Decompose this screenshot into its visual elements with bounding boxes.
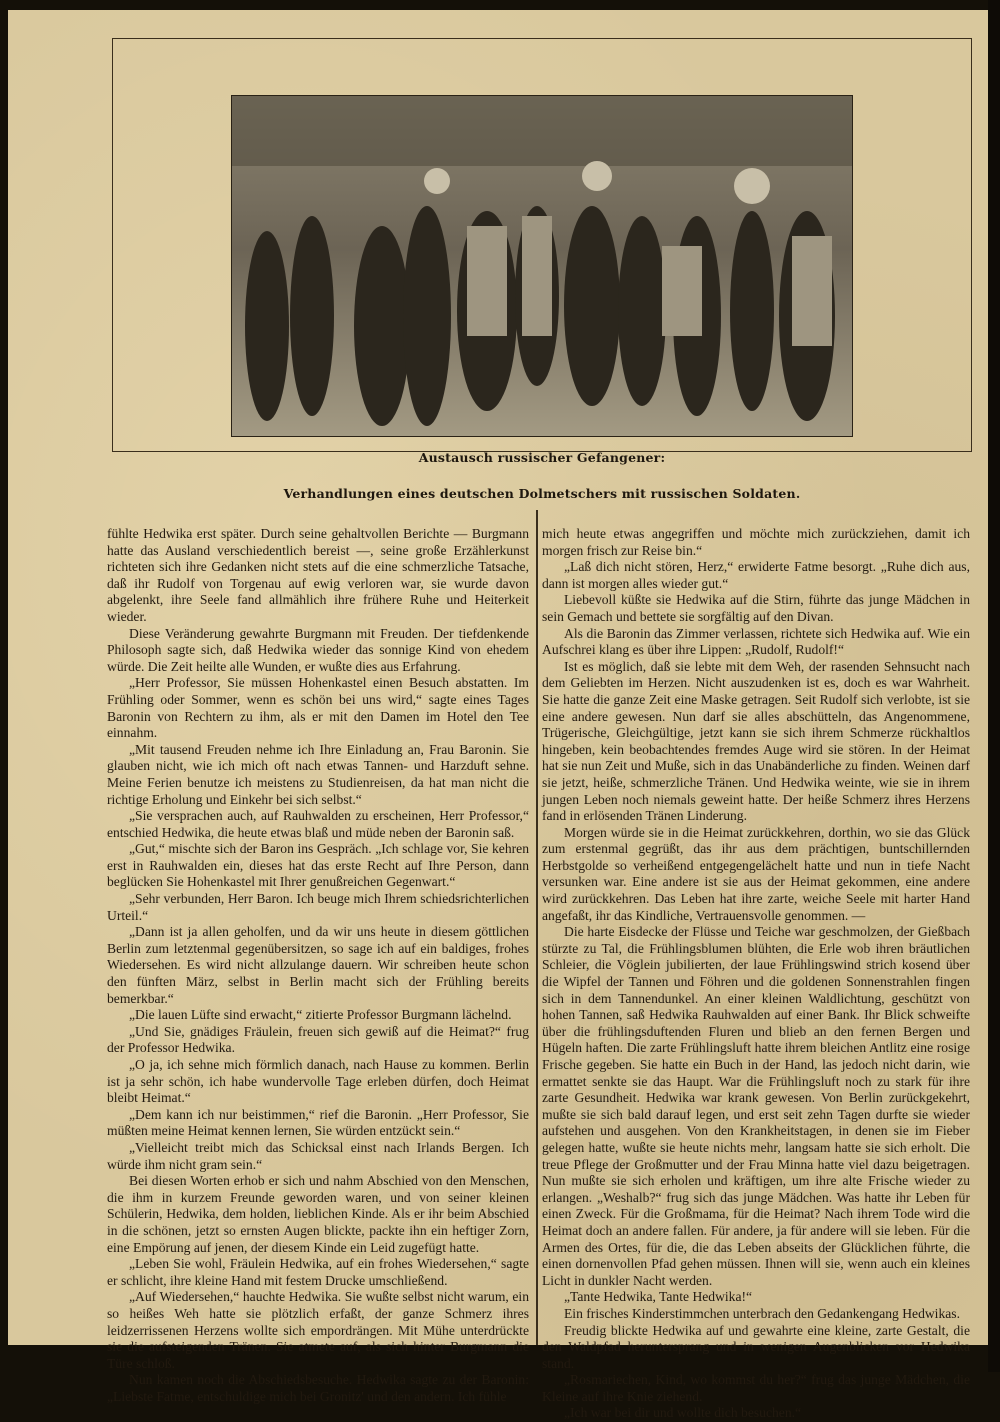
article-paragraph: „Mit tausend Freuden nehme ich Ihre Einladung an, Frau Baronin. Sie glauben nicht, wie ich mich oft nach etwas Tannen- und Harzduft sehne. Meine Ferien benutze ich meistens zu Studienreisen, da hat man nicht die richtige Erholung und Einkehr bei sich selbst.“ [107, 741, 529, 807]
article-paragraph: „Tante Hedwika, Tante Hedwika!“ [564, 1289, 753, 1305]
article-paragraph: Nun kamen noch die Abschiedsbesuche. Hedwika sagte zu der Baronin: „Liebste Fatme, entschuldige mich bei Gronitz' und den andern. Ich fühle [107, 1372, 529, 1404]
photo-image-icon [232, 96, 852, 436]
photo-caption-title: Austausch russischer Gefangener: [418, 450, 666, 465]
article-paragraph: Bei diesen Worten erhob er sich und nahm Abschied von den Menschen, die ihm in kurzem Freunde geworden waren, und von seiner kleinen Schülerin, Hedwika, dem holden, lieblichen Kinde. Als er ihr beim Abschied in die schönen, jetzt so ernsten Augen blickte, packte ihn ein heftiger Zorn, eine Empörung auf jenen, der diesem Kinde ein Leid zugefügt hatte. [107, 1173, 529, 1255]
scan-edge [988, 0, 1000, 1372]
article-paragraph: Die harte Eisdecke der Flüsse und Teiche war geschmolzen, der Gießbach stürzte zu Tal, die Frühlingsblumen blühten, die Erle wob ihren bräutlichen Schleier, die Vöglein jubilierten, der laue Frühlingswind strich kosend über die Wipfel der Tannen und Föhren und die goldenen Sonnenstrahlen fingen sich in dem Tannendunkel. An einer kleinen Waldlichtung, geschützt von hohen Tannen, saß Hedwika Rauhwalden auf einer Bank. Ihr Blick schweifte über die frühlingsduftenden Fluren und blieb an den fernen Bergen und Hügeln haften. Die zarte Frühlingsluft hatte ihrem bleichen Antlitz eine rosige Frische gegeben. Sie hatte ein Buch in der Hand, las jedoch nicht darin, wie ermattet senkte sie das Haupt. War die Frühlingsluft noch zu stark für ihre zarte Gesundheit. Hedwika war krank gewesen. Von Berlin zurückgekehrt, mußte sie sich bald darauf legen, und erst seit zehn Tagen durfte sie wieder aufstehen und ausgehen. Von den Krankheitstagen, in denen sie im Fieber gelegen hatte, wußte sie heute nichts mehr, langsam hatte sie sich erholt. Die treue Pflege der Großmutter und der Frau Minna hatte viel dazu beigetragen. Nun mußte sie sich erholen und kräftigen, um ihre alte Frische wieder zu erlangen. „Weshalb?“ frug sich das junge Mädchen. Was hatte ihr Leben für einen Zweck. Für die Großmama, für die Heimat? Nach ihrem Tode wird die Heimat doch an andere fallen. Für andere, ja für andere will sie leben. Für die Armen des Ortes, für die, die das Leben abseits der Glücklichen führte, die einen dornenvollen Pfad gehen müssen. Ihnen will sie, wenn auch ein kleines Licht in dunkler Nacht werden. [542, 924, 970, 1288]
article-paragraph: „Herr Professor, Sie müssen Hohenkastel einen Besuch abstatten. Im Frühling oder Sommer, wenn es schön bei uns wird,“ sagte eines Tages Baronin von Rechtern zu ihm, als er mit den Damen im Hotel den Tee einnahm. [107, 675, 529, 741]
article-paragraph: „Und Sie, gnädiges Fräulein, freuen sich gewiß auf die Heimat?“ frug der Professor Hedwika. [107, 1023, 529, 1056]
article-paragraph: „O ja, ich sehne mich förmlich danach, nach Hause zu kommen. Berlin ist ja sehr schön, ich habe wundervolle Tage erleben dürfen, doch Heimat bleibt Heimat.“ [107, 1057, 529, 1106]
article-paragraph: „Leben Sie wohl, Fräulein Hedwika, auf ein frohes Wiedersehen,“ sagte er schlicht, ihre kleine Hand mit festem Drucke umschließend. [107, 1256, 529, 1288]
article-paragraph: „Sie versprachen auch, auf Rauhwalden zu erscheinen, Herr Professor,“ entschied Hedwika, die heute etwas blaß und müde neben der Baronin saß. [107, 808, 529, 840]
article-column-right [542, 526, 970, 1421]
article-paragraph: fühlte Hedwika erst später. Durch seine gehaltvollen Berichte — Burgmann hatte das Ausland verschiedentlich bereist —, seine große Erzählerkunst richteten sich ihre Gedanken nicht stets auf die eine schmerzliche Tatsache, daß ihr Rudolf von Torgenau auf ewig verloren war, sie wurde davon abgelenkt, ihre Seele fand allmählich ihre frühere Ruhe und Heiterkeit wieder. [107, 526, 529, 624]
article-paragraph: „Sehr verbunden, Herr Baron. Ich beuge mich Ihrem schiedsrichterlichen Urteil.“ [107, 891, 529, 923]
article-paragraph: Ist es möglich, daß sie lebte mit dem Weh, der rasenden Sehnsucht nach dem Geliebten im Herzen. Nicht auszudenken ist es, doch es war Wahrheit. Sie hatte die ganze Zeit eine Maske getragen. Seit Rudolf sich verlobte, ist sie eine andere gewesen. Nun darf sie alles abschütteln, das Angenommene, Trügerische, Gleichgültige, jetzt kann sie sich ihrem Schmerze rückhaltlos hingeben, kein beobachtendes fremdes Auge wird sie stören. In der Heimat hat sie nun Zeit und Muße, sich in das Unabänderliche zu finden. Weinen darf sie jetzt, heiße, schmerzliche Tränen. Und Hedwika weinte, wie sie in ihrem jungen Leben noch niemals geweint hatte. Der heiße Schmerz ihres Herzens fand in erlösenden Tränen Linderung. [542, 658, 970, 824]
article-paragraph: Morgen würde sie in die Heimat zurückkehren, dorthin, wo sie das Glück zum erstenmal gegrüßt, das ihr aus dem prächtigen, buntschillernden Herbstgolde so verheißend entgegengelächelt hatte und nun in tiefe Nacht versunken war. Eine andere ist sie aus der Heimat gekommen, eine andere wird zurückkehren. Das Leben hat ihre zarte, weiche Seele mit harter Hand angefaßt, ihr das Kindliche, Vertrauensvolle genommen. — [542, 824, 970, 923]
photo-frame [112, 38, 972, 452]
article-paragraph: „Dem kann ich nur beistimmen,“ rief die Baronin. „Herr Professor, Sie müßten meine Heimat kennen lernen, Sie würden entzückt sein.“ [107, 1106, 529, 1139]
photograph-soldiers [231, 95, 853, 437]
article-paragraph: „Gut,“ mischte sich der Baron ins Gespräch. „Ich schlage vor, Sie kehren erst in Rauhwalden ein, dieses hat das erste Recht auf Ihre Person, dann beglücken Sie Hohenkastel mit Ihrer genußreichen Gegenwart.“ [107, 841, 529, 890]
article-paragraph: „Dann ist ja allen geholfen, und da wir uns heute in diesem göttlichen Berlin zum letztenmal gegenübersitzen, so sage ich auf ein baldiges, frohes Wiedersehen. Es wird nicht allzulange dauern. Wir schreiben heute schon den fünften März, selbst in Berlin macht sich der Frühling bereits bemerkbar.“ [107, 924, 529, 1006]
article-paragraph: Freudig blickte Hedwika auf und gewahrte eine kleine, zarte Gestalt, die den Waldpfad heruntersprang und in wenigen Augenblicken vor Hedwika stand. [542, 1322, 970, 1371]
article-paragraph: mich heute etwas angegriffen und möchte mich zurückziehen, damit ich morgen frisch zur Reise bin.“ [542, 526, 970, 558]
article-paragraph: „Ich war bei dir und wollte dich besuchen.“ [564, 1405, 802, 1421]
article-paragraph: Als die Baronin das Zimmer verlassen, richtete sich Hedwika auf. Wie ein Aufschrei klang es über ihre Lippen: „Rudolf, Rudolf!“ [542, 625, 970, 658]
article-column-left [107, 526, 529, 1404]
article-paragraph: „Vielleicht treibt mich das Schicksal einst nach Irlands Bergen. Ich würde ihm nicht gram sein.“ [107, 1139, 529, 1172]
article-paragraph: „Die lauen Lüfte sind erwacht,“ zitierte Professor Burgmann lächelnd. [129, 1007, 512, 1023]
photo-caption-subtitle: Verhandlungen eines deutschen Dolmetschers mit russischen Soldaten. [283, 486, 801, 501]
column-divider [536, 510, 538, 1345]
article-paragraph: „Rosmariechen, Kind, wo kommst du her?“ frug das junge Mädchen, die Kleine auf ihre Knie ziehend. [542, 1372, 970, 1404]
article-paragraph: Ein frisches Kinderstimmchen unterbrach den Gedankengang Hedwikas. [564, 1305, 960, 1321]
article-paragraph: „Laß dich nicht stören, Herz,“ erwiderte Fatme besorgt. „Ruhe dich aus, dann ist morgen alles wieder gut.“ [542, 559, 970, 591]
article-paragraph: „Auf Wiedersehen,“ hauchte Hedwika. Sie wußte selbst nicht warum, ein so heißes Weh hatte sie plötzlich erfaßt, der ganze Schmerz ihres leidzerrissenen Herzens wollte sich empordrängen. Mit Mühe unterdrückte sie die aufsteigenden Tränen. Sie atmete auf, als sich hinter Burgmann die Türe schloß. [107, 1289, 529, 1371]
newspaper-page [8, 10, 988, 1421]
article-paragraph: Diese Veränderung gewahrte Burgmann mit Freuden. Der tiefdenkende Philosoph sagte sich, daß Hedwika wieder das sonnige Kind von ehedem würde. Die Zeit heilte alle Wunden, er wußte dies aus Erfahrung. [107, 625, 529, 674]
article-paragraph: Liebevoll küßte sie Hedwika auf die Stirn, führte das junge Mädchen in sein Gemach und bettete sie sorgfältig auf den Divan. [542, 592, 970, 624]
